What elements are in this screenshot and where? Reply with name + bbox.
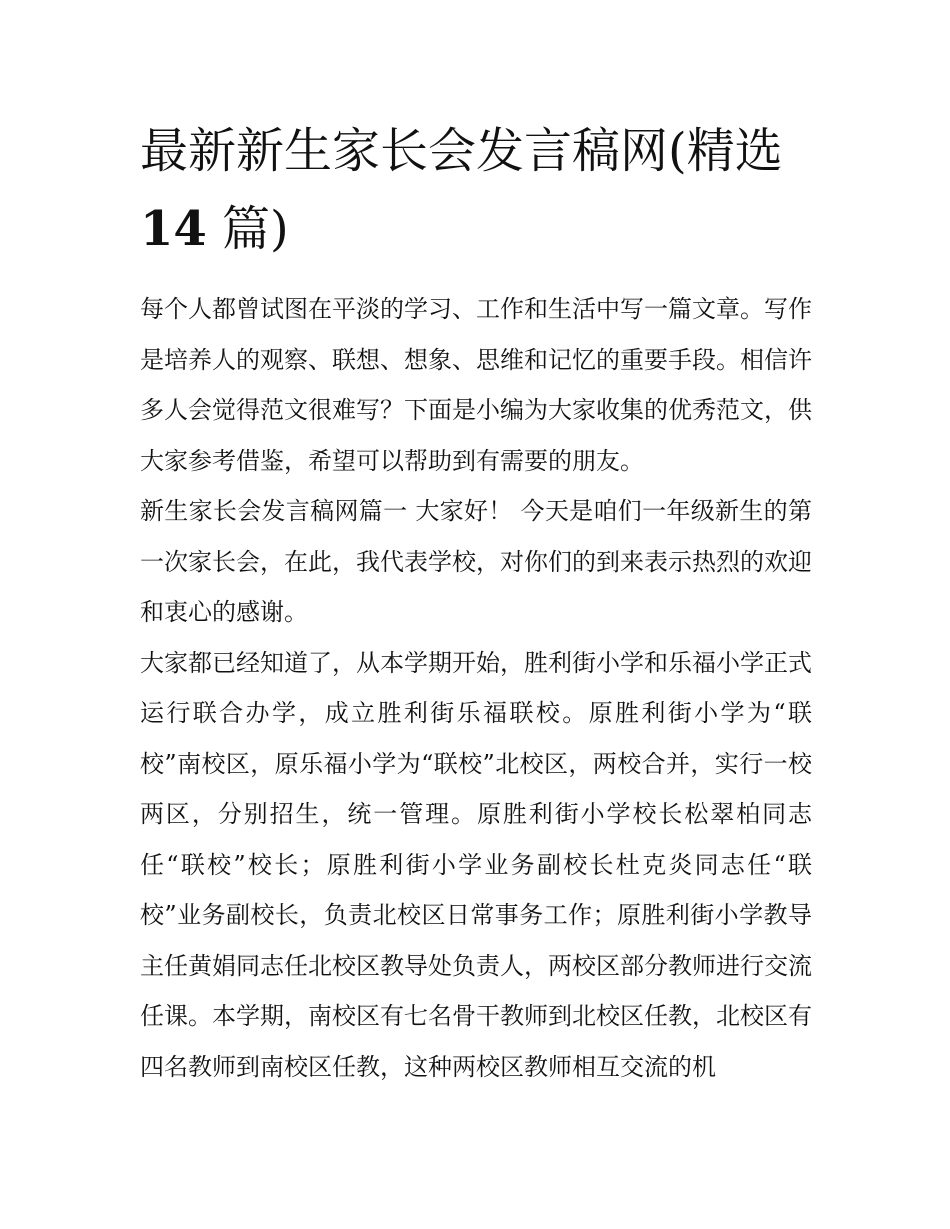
paragraph-greeting: 新生家长会发言稿网篇一 大家好！ 今天是咱们一年级新生的第一次家长会，在此，我代表学校，对你们的到来表示热烈的欢迎和衷心的感谢。: [140, 497, 812, 626]
document-title: [140, 112, 812, 268]
paragraph-intro: 每个人都曾试图在平淡的学习、工作和生活中写一篇文章。写作是培养人的观察、联想、想象、思维和记忆的重要手段。相信许多人会觉得范文很难写？下面是小编为大家收集的优秀范文，供大家参考借鉴，希望可以帮助到有需要的朋友。: [140, 295, 812, 475]
title-main: 最新新生家长会发言稿网(精选: [140, 123, 783, 179]
document-body: [140, 284, 812, 1092]
document-content: [140, 112, 812, 1092]
paragraph-merger: 大家都已经知道了，从本学期开始，胜利街小学和乐福小学正式运行联合办学，成立胜利街乐福联校。原胜利街小学为“联校”南校区，原乐福小学为“联校”北校区，两校合并，实行一校两区，分别招生，统一管理。原胜利街小学校长松翠柏同志任“联校”校长；原胜利街小学业务副校长杜克炎同志任“联校”业务副校长，负责北校区日常事务工作；原胜利街小学教导主任黄娟同志任北校区教导处负责人，两校区部分教师进行交流任课。本学期，南校区有七名骨干教师到北校区任教，北校区有四名教师到南校区任教，这种两校区教师相互交流的机: [140, 648, 812, 1081]
title-rest: 篇): [206, 201, 289, 257]
title-number: 14: [140, 201, 207, 257]
